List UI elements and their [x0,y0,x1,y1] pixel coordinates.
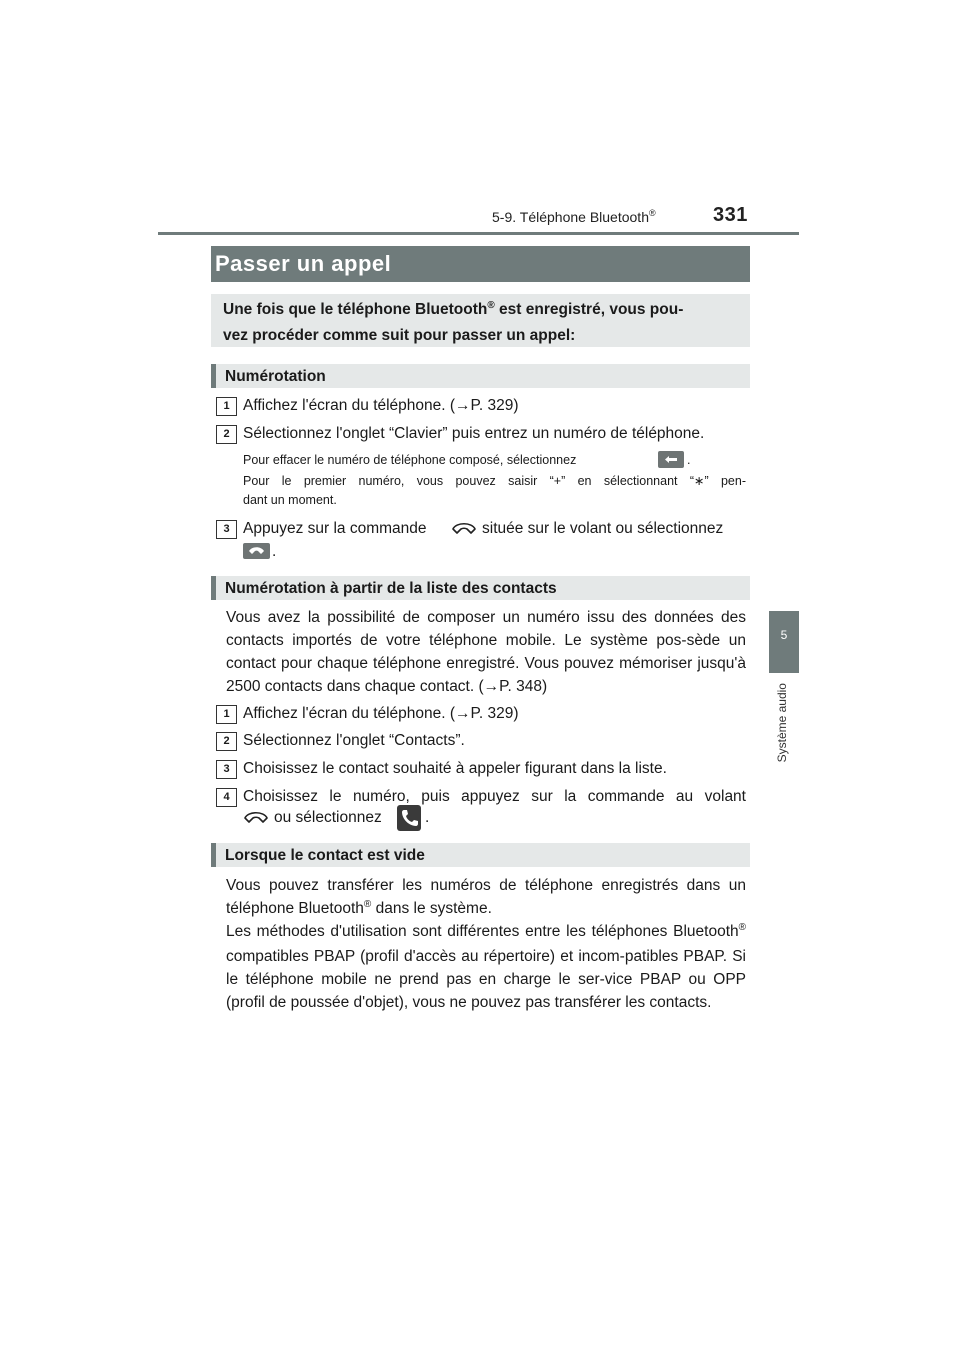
empty-p1-b: dans le système. [371,900,492,917]
step-number-3: 3 [216,520,237,539]
header-registered-mark: ® [648,208,656,218]
step-text-3c: . [272,543,277,560]
chapter-tab [769,611,799,673]
contacts-paragraph: Vous avez la possibilité de composer un numéro issu des données des contacts importés de votre téléphone mobile. Le système pos-sède un contact pour chaque téléphone enregistré. Vous pouvez mémoriser jusqu'à 2500 contacts dans chaque contact. (→P. 348) [226,609,746,695]
step-text-3a: Appuyez sur la commande [243,520,427,537]
section-title-contacts: Numérotation à partir de la liste des contacts [225,580,557,597]
intro-text [223,298,743,348]
backspace-icon [658,451,684,468]
section-title-empty: Lorsque le contact est vide [225,847,425,864]
steering-call-switch-icon-2 [242,807,270,834]
contacts-step-number-1: 1 [216,705,237,724]
header-rule [158,232,799,235]
call-button-icon [243,543,270,559]
note-line-2: Pour le premier numéro, vous pouvez saisir “+” en sélectionnant “∗” pen- [243,474,746,488]
contacts-step-text-2: Sélectionnez l'onglet “Contacts”. [243,732,465,749]
page-number: 331 [713,204,748,226]
intro-registered-mark: ® [487,300,495,311]
empty-paragraph-2 [226,920,746,1014]
page-title: Passer un appel [215,251,392,276]
note-line-1a: Pour effacer le numéro de téléphone composé, sélectionnez [243,453,577,467]
step-number-1: 1 [216,397,237,416]
empty-p2-a: Les méthodes d'utilisation sont différentes entre les téléphones Bluetooth [226,923,739,940]
empty-p2-registered: ® [738,922,746,933]
running-header-section [492,209,656,225]
intro-line2: vez procéder comme suit pour passer un appel: [223,327,576,344]
empty-p1-a: Vous pouvez transférer les numéros de téléphone enregistrés dans un téléphone Bluetooth [226,877,746,917]
section-title-numerotation: Numérotation [225,368,326,385]
contacts-step-text-4a: Choisissez le numéro, puis appuyez sur la commande au volant [243,788,746,805]
contacts-step-text-4b: ou sélectionnez [274,809,382,826]
empty-paragraph-1 [226,874,746,922]
contacts-step-number-3: 3 [216,760,237,779]
contacts-step-text-3: Choisissez le contact souhaité à appeler figurant dans la liste. [243,760,667,777]
intro-line1-a: Une fois que le téléphone Bluetooth [223,301,488,318]
chapter-tab-label: Système audio [775,683,789,763]
chapter-tab-number: 5 [780,628,788,642]
header-section-text: 5-9. Téléphone Bluetooth [492,209,649,225]
contacts-step-text-4c: . [425,809,430,826]
contacts-step-number-2: 2 [216,732,237,751]
phone-handset-icon [397,805,421,831]
intro-line1-b: est enregistré, vous pou- [494,301,684,318]
empty-p1-registered: ® [363,899,372,910]
note-line-1b: . [687,453,691,467]
contacts-step-number-4: 4 [216,788,237,807]
step-number-2: 2 [216,425,237,444]
step-text-1: Affichez l'écran du téléphone. (→P. 329) [243,397,519,414]
steering-call-switch-icon [450,518,478,545]
empty-p2-b: compatibles PBAP (profil d'accès au répertoire) et incom-patibles PBAP. Si le téléphone mobile ne prend pas en charge le ser-vice PBAP ou OPP (profil de poussée d'objet), vous ne pouvez pas transférer les contacts. [226,948,746,1011]
step-text-3b: située sur le volant ou sélectionnez [482,520,724,537]
contacts-step-text-1: Affichez l'écran du téléphone. (→P. 329) [243,705,519,722]
note-line-3: dant un moment. [243,493,337,507]
step-text-2: Sélectionnez l'onglet “Clavier” puis entrez un numéro de téléphone. [243,425,705,442]
